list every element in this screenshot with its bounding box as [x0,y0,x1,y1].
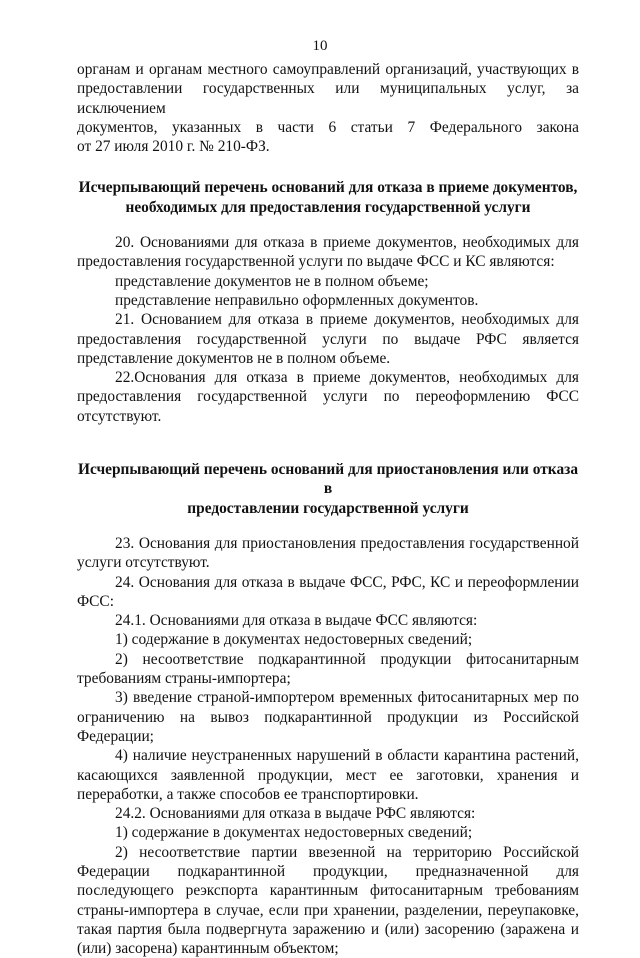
section-1-body [77,233,579,426]
section-1-heading [77,178,579,217]
paragraph-21: 21. Основанием для отказа в приеме документов, необходимых для предоставления государственной услуги по выдаче РФС является представление документов не в полном объеме. [77,311,579,367]
paragraph-24-2-2: 2) несоответствие партии ввезенной на территорию Российской Федерации подкарантинной продукции, предназначенной для последующего реэкспорта карантинным фитосанитарным требованиям страны-импортера в случае, если при хранении, разделении, переупаковке, такая партия была подвергнута заражению и (или) засорению (заражена и (или) засорена) карантинным объектом; [77,843,579,958]
paragraph-24-2: 24.2. Основаниями для отказа в выдаче РФС являются: [115,805,476,823]
paragraph-24-1-4: 4) наличие неустраненных нарушений в области карантина растений, касающихся заявленной продукции, мест ее заготовки, хранения и переработки, а также способов ее транспортировки. [77,747,579,803]
intro-line-3: документов, указанных в части 6 статьи 7 Федерального закона [77,118,579,136]
paragraph-24-1-3: 3) введение страной-импортером временных фитосанитарных мер по ограничению на вывоз подкарантинной продукции из Российской Федерации; [77,689,579,745]
section-1-title-line-2: необходимых для предоставления государственной услуги [125,198,531,216]
intro-line-2: предоставлении государственных или муниципальных услуг, за исключением [77,80,579,117]
paragraph-24-2-1: 1) содержание в документах недостоверных сведений; [115,824,473,842]
section-2-title-line-2: предоставлении государственной услуги [187,499,469,517]
document-body [77,60,579,958]
paragraph-24-1-1: 1) содержание в документах недостоверных сведений; [115,631,473,649]
intro-line-4: от 27 июля 2010 г. № 210-ФЗ. [77,138,270,156]
paragraph-20-a: представление документов не в полном объеме; [115,272,429,290]
paragraph-20: 20. Основаниями для отказа в приеме документов, необходимых для предоставления государственной услуги по выдаче ФСС и КС являются: [77,234,579,271]
paragraph-24: 24. Основания для отказа в выдаче ФСС, РФС, КС и переоформлении ФСС: [77,573,579,610]
paragraph-24-1-2: 2) несоответствие подкарантинной продукции фитосанитарным требованиям страны-импортера; [77,650,579,688]
section-2-body [77,534,579,958]
paragraph-20-b: представление неправильно оформленных документов. [115,291,479,309]
section-2-heading [77,460,579,518]
section-2-title-line-1: Исчерпывающий перечень оснований для приостановления или отказа в [77,461,579,498]
section-1-title-line-1: Исчерпывающий перечень оснований для отказа в приеме документов, [78,179,578,197]
paragraph-23: 23. Основания для приостановления предоставления государственной услуги отсутствуют. [77,534,579,572]
intro-line-1: органам и органам местного самоуправлений организаций, участвующих в [77,61,579,78]
intro-paragraph [77,60,579,156]
paragraph-24-1: 24.1. Основаниями для отказа в выдаче ФСС являются: [115,612,478,630]
page-number: 10 [312,38,328,54]
paragraph-22: 22.Основания для отказа в приеме документов, необходимых для предоставления государственной услуги по переоформлению ФСС отсутствуют. [77,369,579,425]
